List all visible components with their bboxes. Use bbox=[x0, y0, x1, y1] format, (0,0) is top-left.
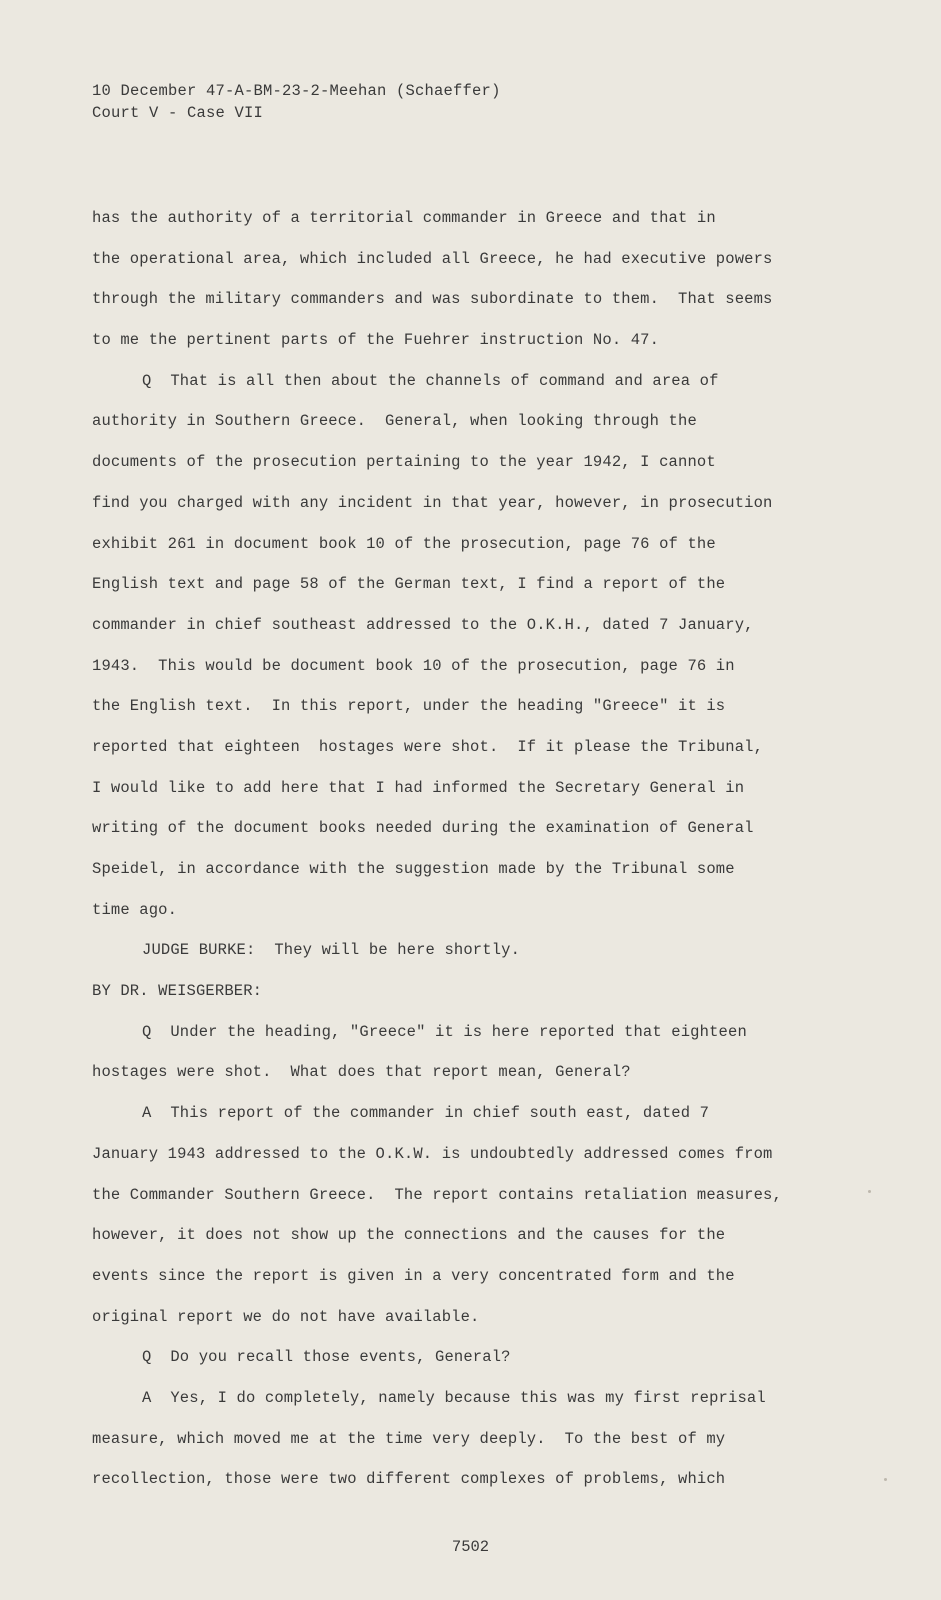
text-line: Speidel, in accordance with the suggestion made by the Tribunal some bbox=[92, 860, 735, 878]
page-number: 7502 bbox=[451, 1538, 490, 1556]
text-line: time ago. bbox=[92, 900, 178, 919]
text-line: A Yes, I do completely, namely because this was my first reprisal bbox=[142, 1388, 766, 1407]
text-line: exhibit 261 in document book 10 of the prosecution, page 76 of the bbox=[92, 534, 716, 553]
text-line: however, it does not show up the connections and the causes for the bbox=[92, 1226, 726, 1245]
text-line: the operational area, which included all Greece, he had executive powers bbox=[92, 249, 773, 268]
text-line: 1943. This would be document book 10 of the prosecution, page 76 in bbox=[92, 656, 735, 675]
text-line: JUDGE BURKE: They will be here shortly. bbox=[142, 941, 521, 960]
header-line-1: 10 December 47-A-BM-23-2-Meehan (Schaeffer) bbox=[92, 82, 501, 100]
text-line: measure, which moved me at the time very deeply. To the best of my bbox=[92, 1429, 726, 1448]
paper-speck bbox=[884, 1478, 887, 1481]
text-line: Q That is all then about the channels of command and area of bbox=[142, 371, 719, 390]
text-line: commander in chief southeast addressed to the O.K.H., dated 7 January, bbox=[92, 615, 754, 634]
text-line: Q Do you recall those events, General? bbox=[142, 1348, 511, 1367]
text-line: Q Under the heading, "Greece" it is here reported that eighteen bbox=[142, 1022, 747, 1041]
text-line: through the military commanders and was subordinate to them. That seems bbox=[92, 290, 773, 309]
text-line: January 1943 addressed to the O.K.W. is undoubtedly addressed comes from bbox=[92, 1144, 773, 1163]
text-line: documents of the prosecution pertaining to the year 1942, I cannot bbox=[92, 453, 716, 472]
text-line: BY DR. WEISGERBER: bbox=[92, 982, 263, 1001]
text-line: English text and page 58 of the German text, I find a report of the bbox=[92, 575, 726, 594]
text-line: to me the pertinent parts of the Fuehrer instruction No. 47. bbox=[92, 331, 660, 350]
text-line: the English text. In this report, under the heading "Greece" it is bbox=[92, 697, 726, 716]
text-line: has the authority of a territorial commander in Greece and that in bbox=[92, 209, 716, 227]
text-line: reported that eighteen hostages were shot. If it please the Tribunal, bbox=[92, 737, 764, 756]
transcript-body bbox=[92, 198, 832, 1500]
paper-speck bbox=[868, 1190, 871, 1193]
page-header bbox=[92, 80, 501, 124]
header-line-2: Court V - Case VII bbox=[92, 104, 264, 122]
text-line: authority in Southern Greece. General, when looking through the bbox=[92, 412, 697, 431]
text-line: original report we do not have available. bbox=[92, 1307, 480, 1326]
text-line: writing of the document books needed during the examination of General bbox=[92, 819, 754, 838]
text-line: find you charged with any incident in that year, however, in prosecution bbox=[92, 493, 773, 512]
text-line: hostages were shot. What does that report mean, General? bbox=[92, 1063, 631, 1082]
text-line: A This report of the commander in chief south east, dated 7 bbox=[142, 1104, 710, 1123]
text-line: recollection, those were two different complexes of problems, which bbox=[92, 1470, 726, 1489]
text-line: events since the report is given in a very concentrated form and the bbox=[92, 1266, 735, 1285]
text-line: I would like to add here that I had informed the Secretary General in bbox=[92, 778, 745, 797]
text-line: the Commander Southern Greece. The report contains retaliation measures, bbox=[92, 1185, 782, 1204]
